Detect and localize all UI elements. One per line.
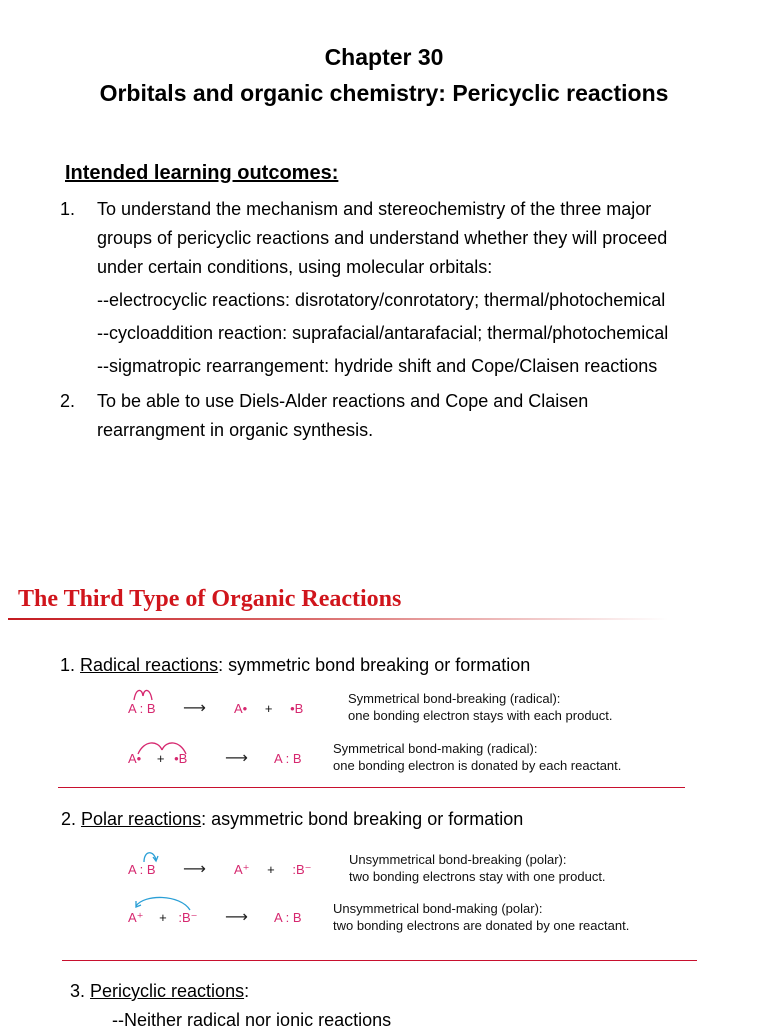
radical-breaking-caption-2: one bonding electron stays with each product.: [348, 708, 613, 723]
radical-making-atom-a: A•: [128, 751, 142, 766]
polar-making-cation: A⁺: [128, 910, 144, 925]
polar-breaking-reactant: [128, 862, 156, 877]
radical-making-reaction-arrow: ⟶: [225, 750, 248, 767]
outcome-2-line-1: To be able to use Diels-Alder reactions and Cope and Claisen: [97, 391, 589, 411]
polar-breaking-anion: :B⁻: [292, 862, 312, 877]
radical-description: : symmetric bond breaking or formation: [218, 655, 531, 675]
radical-breaking-reaction-arrow: ⟶: [183, 700, 206, 717]
radical-breaking-caption-1: Symmetrical bond-breaking (radical):: [348, 691, 561, 706]
radical-making-product-bond: :: [285, 751, 290, 766]
polar-breaking-plus: +: [267, 862, 275, 877]
chapter-title: Chapter 30: [324, 44, 444, 70]
outcome-1-sub-cycloaddition: --cycloaddition reaction: suprafacial/antarafacial; thermal/photochemical: [97, 323, 669, 343]
radical-breaking-plus: +: [264, 701, 273, 716]
radical-breaking-atom-a: A: [128, 701, 136, 716]
section-title: The Third Type of Organic Reactions: [18, 586, 402, 612]
radical-divider: [58, 787, 685, 788]
radical-breaking-reactant: [128, 701, 156, 716]
radical-term: Radical reactions: [80, 655, 219, 675]
radical-breaking-bond: :: [139, 701, 144, 716]
outcome-number-2: 2.: [60, 391, 76, 411]
polar-making-anion: :B⁻: [178, 910, 198, 925]
outcome-number-1: 1.: [60, 199, 76, 219]
section-divider: [8, 618, 668, 620]
radical-making-atom-b: •B: [174, 751, 188, 766]
radical-making-plus: +: [156, 751, 165, 766]
polar-breaking-cation: A⁺: [234, 862, 250, 877]
polar-breaking-atom-a: A: [128, 862, 136, 877]
radical-making-product-b: B: [292, 751, 302, 766]
polar-making-caption-1: Unsymmetrical bond-making (polar):: [333, 901, 543, 916]
outcome-1-line-2: groups of pericyclic reactions and understand whether they will proceed: [97, 228, 668, 248]
radical-making-caption-1: Symmetrical bond-making (radical):: [333, 741, 538, 756]
polar-number: 2.: [61, 809, 77, 829]
polar-breaking-reaction-arrow: ⟶: [183, 861, 206, 878]
outcome-1-line-1: To understand the mechanism and stereochemistry of the three major: [97, 199, 652, 219]
outcomes-heading: Intended learning outcomes:: [65, 162, 339, 184]
polar-breaking-bond: :: [139, 862, 144, 877]
polar-making-caption-2: two bonding electrons are donated by one reactant.: [333, 918, 630, 933]
radical-breaking-products: [234, 701, 303, 716]
outcome-2-line-2: rearrangment in organic synthesis.: [97, 420, 374, 440]
pericyclic-term: Pericyclic reactions: [90, 981, 245, 1001]
outcome-1-sub-sigmatropic: --sigmatropic rearrangement: hydride shift and Cope/Claisen reactions: [97, 356, 658, 376]
polar-breaking-atom-b: B: [146, 862, 156, 877]
radical-number: 1.: [60, 655, 76, 675]
polar-making-reaction-arrow: ⟶: [225, 909, 248, 926]
radical-breaking-product-a: A•: [234, 701, 248, 716]
polar-divider: [62, 960, 697, 961]
polar-making-plus: +: [159, 910, 167, 925]
outcome-1-line-3: under certain conditions, using molecular orbitals:: [97, 257, 493, 277]
polar-heading: [61, 809, 523, 830]
polar-making-reactants: [128, 910, 198, 926]
pericyclic-heading: [70, 981, 249, 1002]
radical-making-product: [274, 751, 302, 766]
radical-making-product-a: A: [274, 751, 282, 766]
polar-making-product-b: B: [292, 910, 302, 925]
pericyclic-number: 3.: [70, 981, 86, 1001]
radical-breaking-product-b: •B: [290, 701, 304, 716]
outcome-1-sub-electrocyclic: --electrocyclic reactions: disrotatory/conrotatory; thermal/photochemical: [97, 290, 666, 310]
pericyclic-sub-point: --Neither radical nor ionic reactions: [112, 1010, 392, 1030]
polar-breaking-products: [234, 862, 312, 878]
polar-making-product: [274, 910, 302, 925]
polar-making-product-bond: :: [285, 910, 290, 925]
polar-making-product-a: A: [274, 910, 282, 925]
pericyclic-colon: :: [244, 981, 250, 1001]
polar-breaking-caption-2: two bonding electrons stay with one product.: [349, 869, 606, 884]
polar-term: Polar reactions: [81, 809, 202, 829]
radical-heading: [60, 655, 530, 676]
radical-making-reactants: [128, 751, 187, 766]
radical-making-caption-2: one bonding electron is donated by each reactant.: [333, 758, 622, 773]
chapter-subtitle: Orbitals and organic chemistry: Pericyclic reactions: [99, 80, 669, 106]
polar-breaking-caption-1: Unsymmetrical bond-breaking (polar):: [349, 852, 567, 867]
radical-breaking-atom-b: B: [146, 701, 156, 716]
polar-description: : asymmetric bond breaking or formation: [201, 809, 524, 829]
